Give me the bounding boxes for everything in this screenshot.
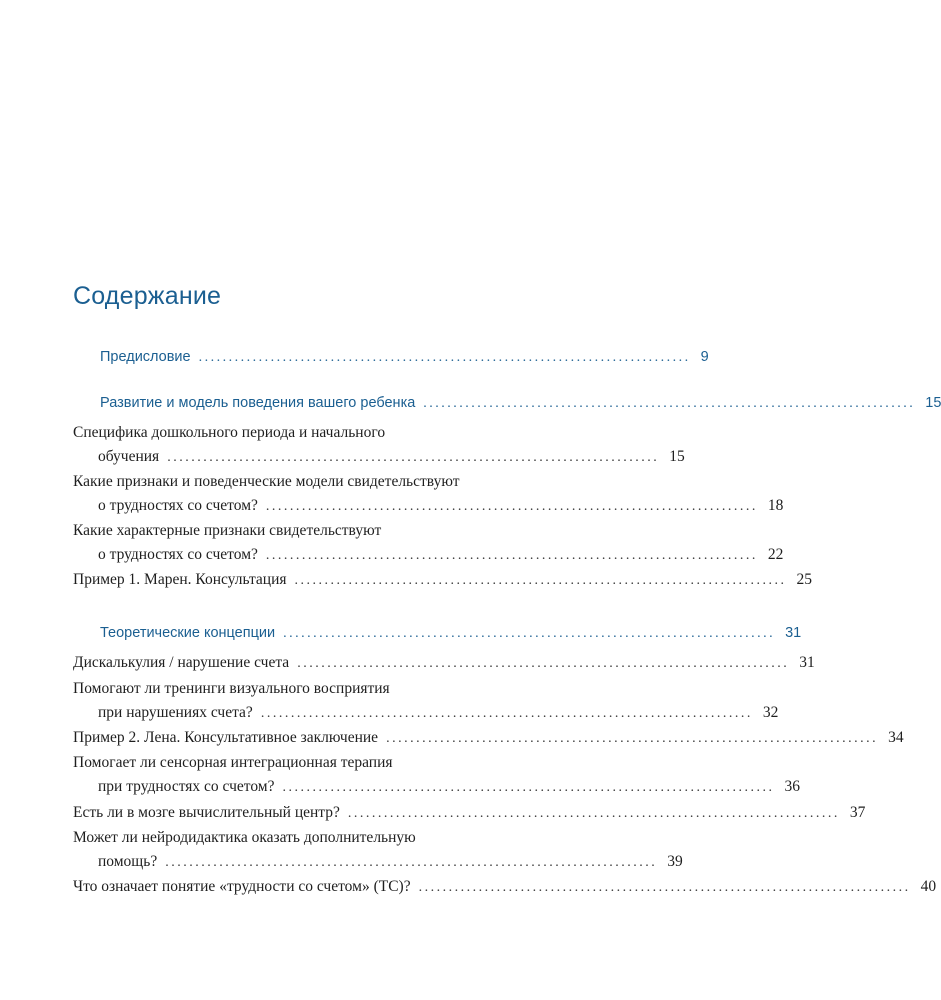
toc-label: при нарушениях счета? [98,704,253,721]
toc-line [73,704,779,726]
dot-leader: .................................................................................. [167,450,660,465]
toc-entry[interactable] [73,829,683,879]
dot-leader: .................................................................................. [297,656,790,671]
toc-label: обучения [98,448,160,465]
toc-label: помощь? [98,853,158,870]
toc-page-number: 22 [767,546,784,563]
toc-line [73,729,904,751]
toc-entry[interactable] [73,424,685,474]
toc-label: Пример 2. Лена. Консультативное заключение [73,729,379,746]
page-title: Содержание [73,282,222,310]
toc-line [73,395,941,417]
toc-line [73,448,685,470]
toc-entry[interactable] [73,654,815,679]
toc-label: о трудностях со счетом? [98,546,258,563]
toc-label-first: Помогают ли тренинги визуального восприятия [73,680,390,697]
toc-line-first [73,473,559,495]
toc-page-number: 36 [784,778,800,795]
toc-entry[interactable] [73,680,779,730]
dot-leader: .................................................................................. [282,780,775,795]
dot-leader: .................................................................................. [198,350,691,365]
toc-label: при трудностях со счетом? [98,778,275,795]
toc-line-first [73,424,559,446]
toc-entry[interactable] [73,804,866,829]
toc-page-number: 31 [785,625,802,641]
toc-line [73,853,683,875]
dot-leader: .................................................................................. [347,806,840,821]
toc-line [73,546,784,568]
toc-page-number: 39 [667,853,683,870]
toc-page-number: 31 [799,654,815,671]
toc-label: о трудностях со счетом? [98,497,258,514]
toc-label: Теоретические концепции [100,625,276,641]
toc-page-number: 15 [925,395,941,411]
toc-entry[interactable] [73,522,784,572]
toc-page-number: 40 [920,878,937,895]
dot-leader: .................................................................................. [260,706,753,721]
toc-page-number: 34 [888,729,904,746]
toc-line [73,878,937,900]
toc-line-first [73,522,559,544]
dot-leader: .................................................................................. [418,880,911,895]
toc-page-number: 9 [700,349,709,365]
dot-leader: .................................................................................. [386,731,879,746]
dot-leader: .................................................................................. [165,855,658,870]
toc-chapter-theory[interactable] [73,625,802,650]
toc-label: Дискалькулия / нарушение счета [73,654,290,671]
toc-page-number: 37 [849,804,866,821]
toc-line [73,804,866,826]
dot-leader: .................................................................................. [283,626,776,641]
toc-line [73,654,815,676]
toc-chapter-development[interactable] [73,395,941,420]
toc-line [73,571,813,593]
toc-line-first [73,754,559,776]
toc-label-first: Может ли нейродидактика оказать дополнительную [73,829,416,846]
toc-chapter-foreword[interactable] [73,349,709,374]
toc-line [73,625,802,647]
dot-leader: .................................................................................. [294,573,787,588]
toc-label-first: Какие признаки и поведенческие модели свидетельствуют [73,473,460,490]
dot-leader: .................................................................................. [423,396,916,411]
toc-entry[interactable] [73,878,937,903]
dot-leader: .................................................................................. [265,499,758,514]
toc-label: Что означает понятие «трудности со счетом» (ТС)? [73,878,411,895]
toc-label: Есть ли в мозге вычислительный центр? [73,804,340,821]
toc-label-first: Какие характерные признаки свидетельствуют [73,522,382,539]
toc-line-first [73,680,559,702]
toc-line [73,497,784,519]
toc-entry[interactable] [73,473,784,523]
toc-label: Пример 1. Марен. Консультация [73,571,287,588]
toc-page-number: 32 [762,704,779,721]
toc-line-first [73,829,559,851]
toc-line [73,349,709,371]
toc-page-number: 15 [669,448,685,465]
toc-page-number: 18 [767,497,784,514]
toc-label: Развитие и модель поведения вашего ребенка [100,395,416,411]
toc-line [73,778,800,800]
toc-page-number: 25 [796,571,813,588]
toc-label-first: Специфика дошкольного периода и начального [73,424,386,441]
toc-entry[interactable] [73,729,904,754]
dot-leader: .................................................................................. [265,548,758,563]
toc-entry[interactable] [73,571,813,596]
toc-entry[interactable] [73,754,800,804]
toc-label-first: Помогает ли сенсорная интеграционная терапия [73,754,393,771]
toc-label: Предисловие [100,349,191,365]
